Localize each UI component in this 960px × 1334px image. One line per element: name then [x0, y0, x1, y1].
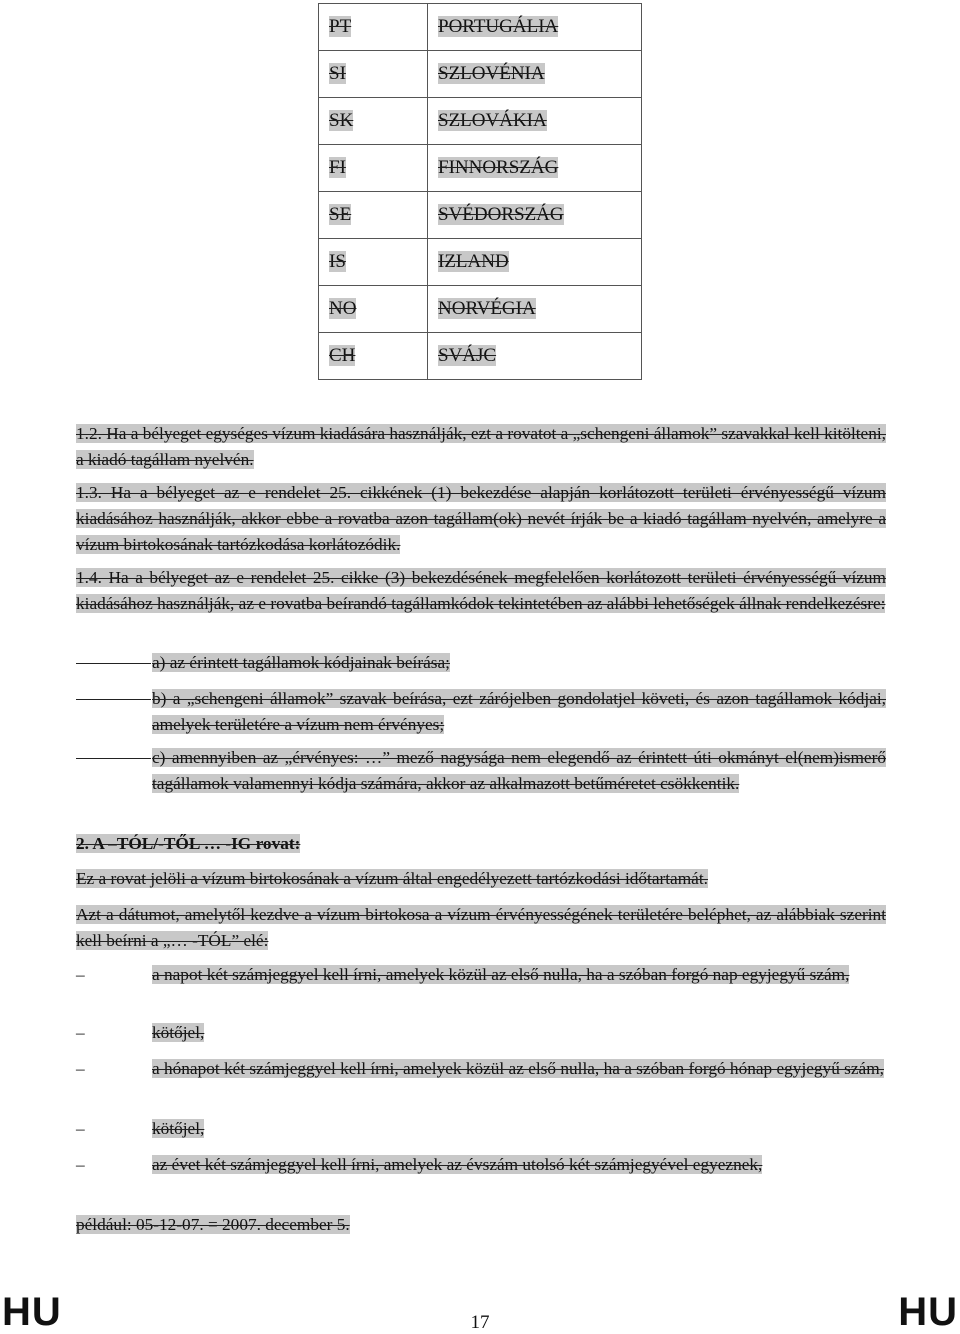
- list-dash: –: [76, 1059, 85, 1078]
- indent-rule: [76, 663, 151, 664]
- indent-rule: [76, 758, 151, 759]
- list-item: – kötőjel,: [76, 1020, 886, 1080]
- country-name: NORVÉGIA: [438, 298, 536, 319]
- country-code: SK: [329, 110, 354, 131]
- paragraph-2b: Azt a dátumot, amelytől kezdve a vízum birtokosa a vízum érvényességének területére beléphet, az alábbiak szerint kell beírni a „… -TÓL” elé:: [76, 905, 886, 950]
- table-row: [319, 51, 642, 98]
- table-row: [319, 333, 642, 380]
- section-2-heading: 2. A –TÓL/-TŐL … -IG rovat:: [76, 834, 301, 853]
- country-code: NO: [329, 298, 357, 319]
- option-b: b) a „schengeni államok” szavak beírása, ezt zárójelben gondolatjel követi, és azon tagállamok kódjai, amelyek területére a vízum nem érvényes;: [76, 686, 886, 746]
- table-row: [319, 98, 642, 145]
- list-item: – az évet két számjeggyel kell írni, amelyek az évszám utolsó két számjegyével egyeznek,: [76, 1152, 886, 1212]
- country-code: SI: [329, 63, 346, 84]
- paragraph-1-2: 1.2. Ha a bélyeget egységes vízum kiadására használják, ezt a rovatot a „schengeni államok” szavakkal kell kitölteni, a kiadó tagállam nyelvén.: [76, 424, 886, 469]
- country-code: PT: [329, 16, 352, 37]
- footer-language-code-left: HU: [2, 1290, 62, 1334]
- table-row: [319, 145, 642, 192]
- country-name: PORTUGÁLIA: [438, 16, 559, 37]
- country-code-table: [318, 3, 642, 380]
- country-code: FI: [329, 157, 346, 178]
- list-dash: –: [76, 1119, 85, 1138]
- list-dash: –: [76, 1155, 85, 1174]
- country-code: CH: [329, 345, 356, 366]
- country-code: IS: [329, 251, 346, 272]
- list-dash: –: [76, 1023, 85, 1042]
- table-row: [319, 286, 642, 333]
- country-name: SVÁJC: [438, 345, 497, 366]
- country-name: SVÉDORSZÁG: [438, 204, 564, 225]
- option-c: c) amennyiben az „érvényes: …” mező nagysága nem elegendő az érintett úti okmányt el(nem)ismerő tagállamok valamennyi kódja számára, akkor az alkalmazott betűméretet csökkentik.: [76, 745, 886, 805]
- footer-language-code-right: HU: [898, 1290, 958, 1334]
- table-row: [319, 192, 642, 239]
- country-name: IZLAND: [438, 251, 509, 272]
- paragraph-1-4: 1.4. Ha a bélyeget az e rendelet 25. cikke (3) bekezdésének megfelelően korlátozott területi érvényességű vízum kiadásához használják, az e rovatba beírandó tagállamkódok tekintetében az alábbi lehetőségek állnak rendelkezésre:: [76, 568, 886, 613]
- table-row: [319, 4, 642, 51]
- page-number: 17: [470, 1312, 490, 1333]
- table-row: [319, 239, 642, 286]
- list-dash: –: [76, 965, 85, 984]
- option-a: a) az érintett tagállamok kódjainak beírása;: [76, 650, 886, 710]
- date-example: például: 05-12-07. = 2007. december 5.: [76, 1215, 350, 1234]
- indent-rule: [76, 699, 151, 700]
- list-item: – kötőjel,: [76, 1116, 886, 1176]
- country-code: SE: [329, 204, 352, 225]
- country-name: SZLOVÉNIA: [438, 63, 545, 84]
- country-name: SZLOVÁKIA: [438, 110, 547, 131]
- paragraph-2a: Ez a rovat jelöli a vízum birtokosának a vízum által engedélyezett tartózkodási időtartamát.: [76, 869, 708, 888]
- list-item: – a hónapot két számjeggyel kell írni, amelyek közül az első nulla, ha a szóban forgó hónap egyjegyű szám,: [76, 1056, 886, 1116]
- country-name: FINNORSZÁG: [438, 157, 559, 178]
- paragraph-1-3: 1.3. Ha a bélyeget az e rendelet 25. cikkének (1) bekezdése alapján korlátozott területi érvényességű vízum kiadásához használják, akkor ebbe a rovatba azon tagállam(ok) nevét írják be a kiadó tagállam nyelvén, amelyre a vízum birtokosának tartózkodása korlátozódik.: [76, 483, 886, 554]
- list-item: – a napot két számjeggyel kell írni, amelyek közül az első nulla, ha a szóban forgó nap egyjegyű szám,: [76, 962, 886, 1022]
